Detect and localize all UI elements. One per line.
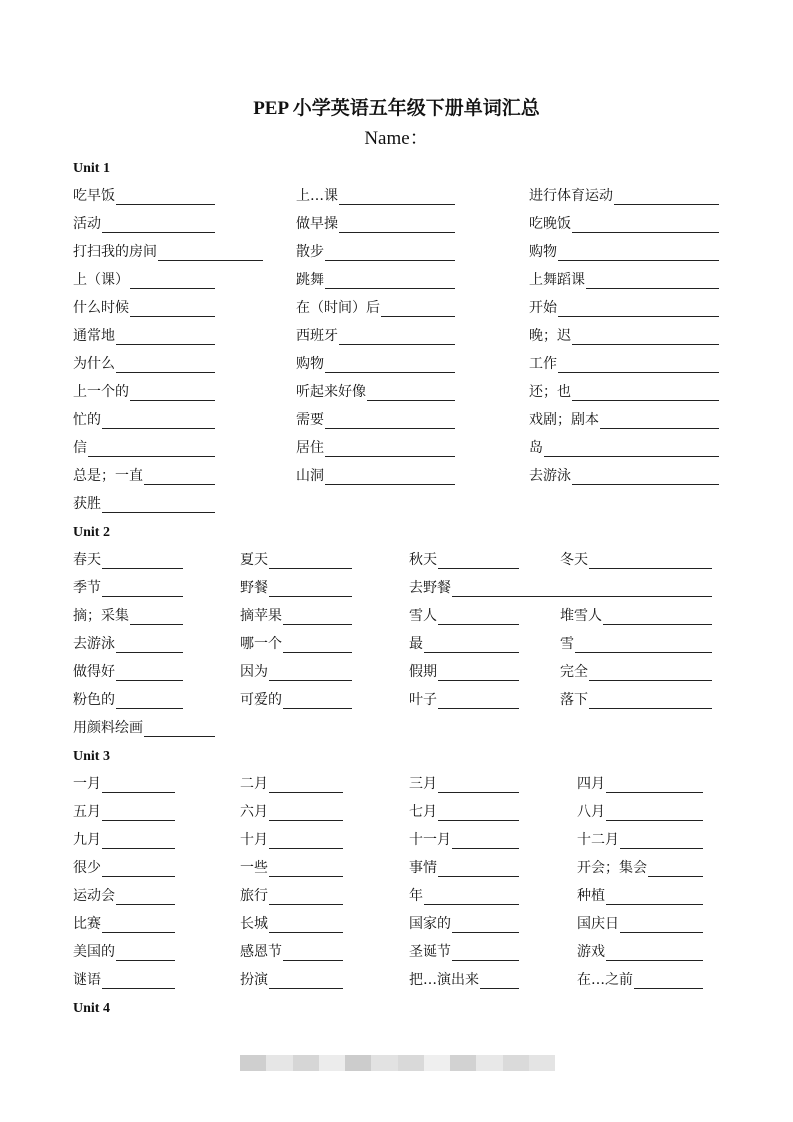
vocab-word: 雪人 (409, 608, 437, 624)
vocab-word: 国庆日 (577, 916, 619, 932)
vocab-word: 八月 (577, 804, 605, 820)
vocab-item (409, 803, 519, 821)
vocab-word: 总是；一直 (73, 468, 143, 484)
watermark-block (266, 1055, 292, 1071)
answer-blank[interactable] (325, 359, 455, 373)
answer-blank[interactable] (116, 695, 183, 709)
answer-blank[interactable] (116, 947, 175, 961)
vocab-item (296, 467, 455, 485)
vocab-word: 去游泳 (529, 468, 571, 484)
answer-blank[interactable] (116, 667, 183, 681)
answer-blank[interactable] (367, 387, 455, 401)
vocab-word: 谜语 (73, 972, 101, 988)
answer-blank[interactable] (102, 863, 175, 877)
answer-blank[interactable] (438, 695, 519, 709)
vocab-item (240, 551, 352, 569)
answer-blank[interactable] (575, 639, 712, 653)
footer-watermark (240, 1055, 555, 1071)
answer-blank[interactable] (116, 191, 215, 205)
vocab-word: 打扫我的房间 (73, 244, 157, 260)
answer-blank[interactable] (424, 639, 519, 653)
vocab-item (73, 439, 215, 457)
vocab-word: 散步 (296, 244, 324, 260)
answer-blank[interactable] (438, 555, 519, 569)
vocab-word: 十一月 (409, 832, 451, 848)
vocab-item (560, 551, 712, 569)
answer-blank[interactable] (102, 919, 175, 933)
unit-heading: Unit 1 (73, 161, 110, 176)
vocab-word: 活动 (73, 216, 101, 232)
vocab-word: 季节 (73, 580, 101, 596)
vocab-item (240, 607, 352, 625)
vocab-word: 吃早饭 (73, 188, 115, 204)
vocab-word: 上舞蹈课 (529, 272, 585, 288)
vocab-word: 做得好 (73, 664, 115, 680)
vocab-item (529, 355, 719, 373)
vocab-word: 需要 (296, 412, 324, 428)
vocab-item (577, 803, 703, 821)
answer-blank[interactable] (102, 835, 175, 849)
answer-blank[interactable] (102, 807, 175, 821)
answer-blank[interactable] (558, 359, 719, 373)
answer-blank[interactable] (600, 415, 719, 429)
answer-blank[interactable] (325, 275, 455, 289)
vocab-item (73, 691, 183, 709)
vocab-item (529, 215, 719, 233)
watermark-block (293, 1055, 319, 1071)
answer-blank[interactable] (648, 863, 703, 877)
vocab-word: 什么时候 (73, 300, 129, 316)
vocab-item (240, 831, 343, 849)
answer-blank[interactable] (603, 611, 712, 625)
watermark-block (476, 1055, 502, 1071)
answer-blank[interactable] (606, 891, 703, 905)
vocab-word: 跳舞 (296, 272, 324, 288)
watermark-block (240, 1055, 266, 1071)
vocab-item (73, 579, 183, 597)
vocab-word: 用颜料绘画 (73, 720, 143, 736)
vocab-word: 购物 (529, 244, 557, 260)
answer-blank[interactable] (283, 947, 343, 961)
answer-blank[interactable] (269, 835, 343, 849)
vocab-word: 春天 (73, 552, 101, 568)
answer-blank[interactable] (283, 611, 352, 625)
vocab-item (296, 327, 455, 345)
vocab-word: 运动会 (73, 888, 115, 904)
vocab-word: 事情 (409, 860, 437, 876)
answer-blank[interactable] (102, 583, 183, 597)
unit-heading: Unit 4 (73, 1001, 110, 1016)
answer-blank[interactable] (102, 555, 183, 569)
vocab-item (577, 831, 703, 849)
vocab-word: 年 (409, 888, 423, 904)
vocab-word: 西班牙 (296, 328, 338, 344)
answer-blank[interactable] (102, 219, 215, 233)
vocab-word: 感恩节 (240, 944, 282, 960)
vocab-word: 在…之前 (577, 972, 633, 988)
vocab-word: 旅行 (240, 888, 268, 904)
vocab-item (296, 355, 455, 373)
vocab-word: 居住 (296, 440, 324, 456)
vocab-item (409, 971, 519, 989)
watermark-block (345, 1055, 371, 1071)
watermark-block (529, 1055, 555, 1071)
vocab-item (409, 663, 519, 681)
vocab-word: 去游泳 (73, 636, 115, 652)
vocab-word: 可爱的 (240, 692, 282, 708)
watermark-block (319, 1055, 345, 1071)
vocab-item (73, 467, 215, 485)
answer-blank[interactable] (130, 303, 215, 317)
vocab-item (577, 943, 703, 961)
vocab-item (240, 971, 343, 989)
answer-blank[interactable] (269, 555, 352, 569)
vocab-word: 摘苹果 (240, 608, 282, 624)
vocab-item (73, 383, 215, 401)
vocab-word: 扮演 (240, 972, 268, 988)
vocab-item (73, 803, 175, 821)
answer-blank[interactable] (116, 359, 215, 373)
answer-blank[interactable] (572, 471, 719, 485)
vocab-word: 为什么 (73, 356, 115, 372)
vocab-word: 上（课） (73, 272, 129, 288)
vocab-item (296, 215, 455, 233)
vocab-item (73, 775, 175, 793)
vocab-item (240, 803, 343, 821)
vocab-item (240, 915, 343, 933)
vocab-word: 秋天 (409, 552, 437, 568)
answer-blank[interactable] (283, 639, 352, 653)
vocab-item (73, 327, 215, 345)
answer-blank[interactable] (144, 723, 215, 737)
vocab-item (296, 411, 455, 429)
watermark-block (450, 1055, 476, 1071)
vocab-item (296, 271, 455, 289)
vocab-word: 开始 (529, 300, 557, 316)
answer-blank[interactable] (269, 891, 343, 905)
answer-blank[interactable] (452, 835, 519, 849)
answer-blank[interactable] (269, 807, 343, 821)
answer-blank[interactable] (269, 975, 343, 989)
vocab-word: 还；也 (529, 384, 571, 400)
answer-blank[interactable] (269, 667, 352, 681)
answer-blank[interactable] (586, 275, 719, 289)
vocab-word: 忙的 (73, 412, 101, 428)
vocab-item (240, 663, 352, 681)
vocab-item (409, 551, 519, 569)
vocab-item (296, 243, 455, 261)
answer-blank[interactable] (452, 947, 519, 961)
vocab-item (409, 775, 519, 793)
vocab-word: 做早操 (296, 216, 338, 232)
vocab-word: 上…课 (296, 188, 338, 204)
vocab-word: 十二月 (577, 832, 619, 848)
vocab-word: 野餐 (240, 580, 268, 596)
vocab-item (73, 887, 175, 905)
answer-blank[interactable] (589, 695, 712, 709)
answer-blank[interactable] (116, 891, 175, 905)
vocab-word: 岛 (529, 440, 543, 456)
answer-blank[interactable] (339, 331, 455, 345)
vocab-word: 工作 (529, 356, 557, 372)
answer-blank[interactable] (325, 471, 455, 485)
vocab-word: 在（时间）后 (296, 300, 380, 316)
vocab-item (577, 859, 703, 877)
answer-blank[interactable] (544, 443, 719, 457)
answer-blank[interactable] (589, 667, 712, 681)
vocab-word: 购物 (296, 356, 324, 372)
vocab-item (73, 831, 175, 849)
vocab-item (73, 943, 175, 961)
vocab-word: 堆雪人 (560, 608, 602, 624)
vocab-word: 雪 (560, 636, 574, 652)
vocab-word: 国家的 (409, 916, 451, 932)
answer-blank[interactable] (634, 975, 703, 989)
vocab-item (73, 299, 215, 317)
answer-blank[interactable] (269, 863, 343, 877)
answer-blank[interactable] (269, 779, 343, 793)
vocab-word: 上一个的 (73, 384, 129, 400)
answer-blank[interactable] (269, 583, 352, 597)
vocab-item (529, 299, 719, 317)
answer-blank[interactable] (130, 387, 215, 401)
answer-blank[interactable] (558, 247, 719, 261)
answer-blank[interactable] (572, 219, 719, 233)
answer-blank[interactable] (572, 387, 719, 401)
vocab-item (73, 635, 183, 653)
answer-blank[interactable] (438, 667, 519, 681)
vocab-word: 获胜 (73, 496, 101, 512)
vocab-item (240, 887, 343, 905)
vocab-item (240, 579, 352, 597)
vocab-word: 摘；采集 (73, 608, 129, 624)
answer-blank[interactable] (269, 919, 343, 933)
vocab-item (73, 607, 183, 625)
unit-heading: Unit 2 (73, 525, 110, 540)
vocab-item (577, 775, 703, 793)
vocab-word: 七月 (409, 804, 437, 820)
vocab-word: 假期 (409, 664, 437, 680)
answer-blank[interactable] (88, 443, 215, 457)
vocab-item (73, 495, 215, 513)
vocab-item (560, 635, 712, 653)
vocab-item (73, 411, 215, 429)
answer-blank[interactable] (438, 611, 519, 625)
vocab-item (409, 915, 519, 933)
answer-blank[interactable] (158, 247, 263, 261)
vocab-word: 去野餐 (409, 580, 451, 596)
vocab-word: 三月 (409, 776, 437, 792)
vocab-word: 完全 (560, 664, 588, 680)
vocab-word: 二月 (240, 776, 268, 792)
vocab-item (73, 551, 183, 569)
vocab-word: 游戏 (577, 944, 605, 960)
vocab-item (296, 439, 455, 457)
watermark-block (371, 1055, 397, 1071)
answer-blank[interactable] (144, 471, 215, 485)
page-title: PEP 小学英语五年级下册单词汇总 (253, 98, 540, 119)
answer-blank[interactable] (438, 779, 519, 793)
answer-blank[interactable] (130, 611, 183, 625)
vocab-item (529, 327, 719, 345)
answer-blank[interactable] (325, 415, 455, 429)
vocab-word: 通常地 (73, 328, 115, 344)
vocab-item (409, 859, 519, 877)
vocab-item (577, 971, 703, 989)
vocab-item (296, 383, 455, 401)
vocab-item (560, 663, 712, 681)
vocab-item (73, 971, 175, 989)
vocab-item (73, 271, 215, 289)
vocab-item (240, 943, 343, 961)
vocab-word: 长城 (240, 916, 268, 932)
vocab-item (409, 635, 519, 653)
vocab-item (240, 691, 352, 709)
vocab-item (240, 635, 352, 653)
vocab-item (560, 607, 712, 625)
watermark-block (424, 1055, 450, 1071)
vocab-word: 四月 (577, 776, 605, 792)
vocab-item (529, 383, 719, 401)
vocab-word: 粉色的 (73, 692, 115, 708)
vocab-word: 开会；集会 (577, 860, 647, 876)
vocab-word: 九月 (73, 832, 101, 848)
answer-blank[interactable] (283, 695, 352, 709)
vocab-word: 把…演出来 (409, 972, 479, 988)
vocab-word: 吃晚饭 (529, 216, 571, 232)
answer-blank[interactable] (102, 975, 175, 989)
vocab-word: 很少 (73, 860, 101, 876)
vocab-item (296, 299, 455, 317)
vocab-item (409, 579, 712, 597)
answer-blank[interactable] (606, 947, 703, 961)
answer-blank[interactable] (325, 443, 455, 457)
vocab-item (240, 859, 343, 877)
answer-blank[interactable] (339, 191, 455, 205)
vocab-item (409, 691, 519, 709)
answer-blank[interactable] (339, 219, 455, 233)
vocab-item (529, 467, 719, 485)
vocab-item (529, 411, 719, 429)
vocab-word: 听起来好像 (296, 384, 366, 400)
vocab-word: 最 (409, 636, 423, 652)
vocab-item (240, 775, 343, 793)
vocab-word: 种植 (577, 888, 605, 904)
vocab-item (73, 859, 175, 877)
answer-blank[interactable] (116, 331, 215, 345)
answer-blank[interactable] (116, 639, 183, 653)
vocab-item (409, 943, 519, 961)
vocab-item (409, 607, 519, 625)
vocab-item (73, 215, 215, 233)
vocab-word: 夏天 (240, 552, 268, 568)
name-label: Name： (364, 128, 429, 149)
vocab-word: 哪一个 (240, 636, 282, 652)
vocab-word: 信 (73, 440, 87, 456)
vocab-item (73, 663, 183, 681)
vocab-item (409, 831, 519, 849)
answer-blank[interactable] (438, 863, 519, 877)
answer-blank[interactable] (620, 835, 703, 849)
vocab-item (529, 271, 719, 289)
answer-blank[interactable] (614, 191, 719, 205)
watermark-block (503, 1055, 529, 1071)
answer-blank[interactable] (606, 807, 703, 821)
vocab-word: 比赛 (73, 916, 101, 932)
answer-blank[interactable] (130, 275, 215, 289)
vocab-item (577, 915, 703, 933)
vocab-word: 叶子 (409, 692, 437, 708)
vocab-word: 圣诞节 (409, 944, 451, 960)
vocab-item (560, 691, 712, 709)
vocab-item (529, 187, 719, 205)
answer-blank[interactable] (452, 919, 519, 933)
vocab-word: 六月 (240, 804, 268, 820)
vocab-word: 戏剧；剧本 (529, 412, 599, 428)
vocab-item (529, 439, 719, 457)
vocab-word: 晚；迟 (529, 328, 571, 344)
vocab-word: 美国的 (73, 944, 115, 960)
watermark-block (398, 1055, 424, 1071)
answer-blank[interactable] (325, 247, 455, 261)
vocab-item (73, 243, 263, 261)
vocab-word: 因为 (240, 664, 268, 680)
vocab-word: 十月 (240, 832, 268, 848)
vocab-word: 山洞 (296, 468, 324, 484)
answer-blank[interactable] (572, 331, 719, 345)
vocab-item (73, 187, 215, 205)
vocab-item (73, 719, 215, 737)
vocab-word: 一月 (73, 776, 101, 792)
answer-blank[interactable] (452, 583, 712, 597)
vocab-item (73, 355, 215, 373)
answer-blank[interactable] (102, 499, 215, 513)
vocab-item (296, 187, 455, 205)
vocab-item (73, 915, 175, 933)
answer-blank[interactable] (558, 303, 719, 317)
answer-blank[interactable] (438, 807, 519, 821)
answer-blank[interactable] (424, 891, 519, 905)
vocab-word: 五月 (73, 804, 101, 820)
vocab-word: 落下 (560, 692, 588, 708)
answer-blank[interactable] (102, 779, 175, 793)
answer-blank[interactable] (606, 779, 703, 793)
answer-blank[interactable] (381, 303, 455, 317)
vocab-item (577, 887, 703, 905)
vocab-item (409, 887, 519, 905)
vocab-word: 冬天 (560, 552, 588, 568)
vocab-word: 进行体育运动 (529, 188, 613, 204)
unit-heading: Unit 3 (73, 749, 110, 764)
answer-blank[interactable] (589, 555, 712, 569)
answer-blank[interactable] (620, 919, 703, 933)
vocab-word: 一些 (240, 860, 268, 876)
answer-blank[interactable] (102, 415, 215, 429)
answer-blank[interactable] (480, 975, 519, 989)
vocab-item (529, 243, 719, 261)
